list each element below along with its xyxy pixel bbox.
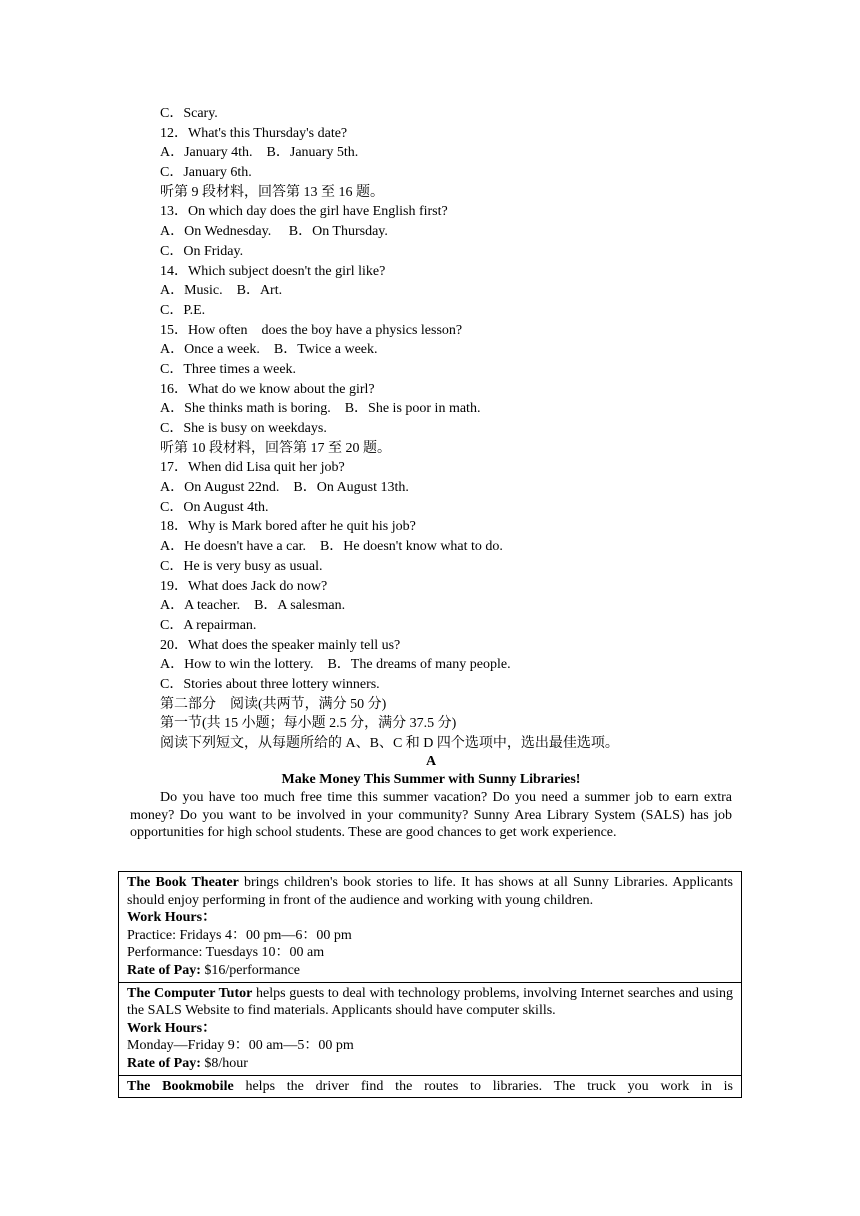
jobs-table xyxy=(118,871,742,1098)
text-line: A．On August 22nd. B．On August 13th. xyxy=(160,480,409,496)
section-heading: 第一节(共 15 小题；每小题 2.5 分，满分 37.5 分) xyxy=(160,716,457,732)
text-line: A．How to win the lottery. B．The dreams of many people. xyxy=(160,657,511,673)
table-row xyxy=(119,872,742,983)
job-cell-book-theater xyxy=(119,872,742,983)
passage-intro: Do you have too much free time this summer vacation? Do you need a summer job to earn extra money? Do you want to be involved in your community? Sunny Area Library System (SALS) has job opportunities for high school students. These are good chances to get work experience. xyxy=(130,790,732,841)
text-line: 13．On which day does the girl have English first? xyxy=(160,204,448,220)
text-line: A．On Wednesday. B．On Thursday. xyxy=(160,224,388,240)
work-hours-label: Work Hours： xyxy=(127,1020,217,1036)
passage-letter: A xyxy=(425,754,437,769)
job-cell-bookmobile xyxy=(119,1075,742,1097)
text-line: A．Once a week. B．Twice a week. xyxy=(160,342,378,358)
work-hours-line: Practice: Fridays 4：00 pm—6：00 pm xyxy=(127,927,352,943)
passage-title: Make Money This Summer with Sunny Libraries! xyxy=(281,772,581,787)
job-description: brings children's book stories to life. It has shows at all Sunny Libraries. Applicants should enjoy performing in front of the audience and working with young children. xyxy=(127,875,733,908)
text-line: 16．What do we know about the girl? xyxy=(160,381,375,397)
text-line: C．On Friday. xyxy=(160,243,244,259)
text-line: C．P.E. xyxy=(160,302,206,318)
text-line: 14．Which subject doesn't the girl like? xyxy=(160,263,386,279)
text-line: C．On August 4th. xyxy=(160,499,269,515)
pay-label: Rate of Pay: xyxy=(127,1055,201,1071)
job-description: helps guests to deal with technology problems, involving Internet searches and using the SALS Website to find materials. Applicants should have computer skills. xyxy=(127,985,734,1019)
text-line: 15．How often does the boy have a physics lesson? xyxy=(160,322,463,338)
text-line: C．Stories about three lottery winners. xyxy=(160,676,380,692)
job-name: The Book Theater xyxy=(127,875,239,890)
work-hours-line: Monday—Friday 9：00 am—5：00 pm xyxy=(127,1038,354,1054)
text-line: 17．When did Lisa quit her job? xyxy=(160,460,345,476)
text-line: 18．Why is Mark bored after he quit his job? xyxy=(160,519,416,535)
pay-value: $16/performance xyxy=(200,962,300,978)
pay-value: $8/hour xyxy=(200,1055,248,1071)
text-line: A．Music. B．Art. xyxy=(160,283,283,299)
listening-questions xyxy=(160,104,760,754)
section-instruction: 听第 9 段材料，回答第 13 至 16 题。 xyxy=(160,184,384,200)
text-line: 19．What does Jack do now? xyxy=(160,578,328,594)
text-line: 12．What's this Thursday's date? xyxy=(160,125,348,141)
text-line: C．He is very busy as usual. xyxy=(160,558,323,574)
part-heading: 第二部分 阅读(共两节，满分 50 分) xyxy=(160,696,387,712)
pay-label: Rate of Pay: xyxy=(127,962,201,978)
table-row xyxy=(119,1075,742,1097)
text-line: A．January 4th. B．January 5th. xyxy=(160,145,359,161)
job-description: helps the driver find the routes to libraries. The truck you work in is xyxy=(233,1078,733,1094)
text-line: C．Three times a week. xyxy=(160,361,297,377)
job-name: The Computer Tutor xyxy=(127,985,253,1001)
work-hours-line: Performance: Tuesdays 10：00 am xyxy=(127,945,325,961)
reading-instruction: 阅读下列短文，从每题所给的 A、B、C 和 D 四个选项中，选出最佳选项。 xyxy=(160,736,619,751)
text-line: C．January 6th. xyxy=(160,165,252,181)
text-line: A．He doesn't have a car. B．He doesn't know what to do. xyxy=(160,539,503,555)
table-row xyxy=(119,982,742,1075)
work-hours-label: Work Hours： xyxy=(127,910,217,926)
text-line: A．A teacher. B．A salesman. xyxy=(160,598,346,614)
text-line: C．A repairman. xyxy=(160,617,257,633)
text-line: C．She is busy on weekdays. xyxy=(160,421,327,436)
job-cell-computer-tutor xyxy=(119,982,742,1075)
job-name: The Bookmobile xyxy=(127,1078,234,1094)
text-line: 20．What does the speaker mainly tell us? xyxy=(160,637,401,653)
section-instruction: 听第 10 段材料，回答第 17 至 20 题。 xyxy=(160,440,391,456)
text-line: C．Scary. xyxy=(160,106,218,121)
text-line: A．She thinks math is boring. B．She is poor in math. xyxy=(160,401,481,417)
